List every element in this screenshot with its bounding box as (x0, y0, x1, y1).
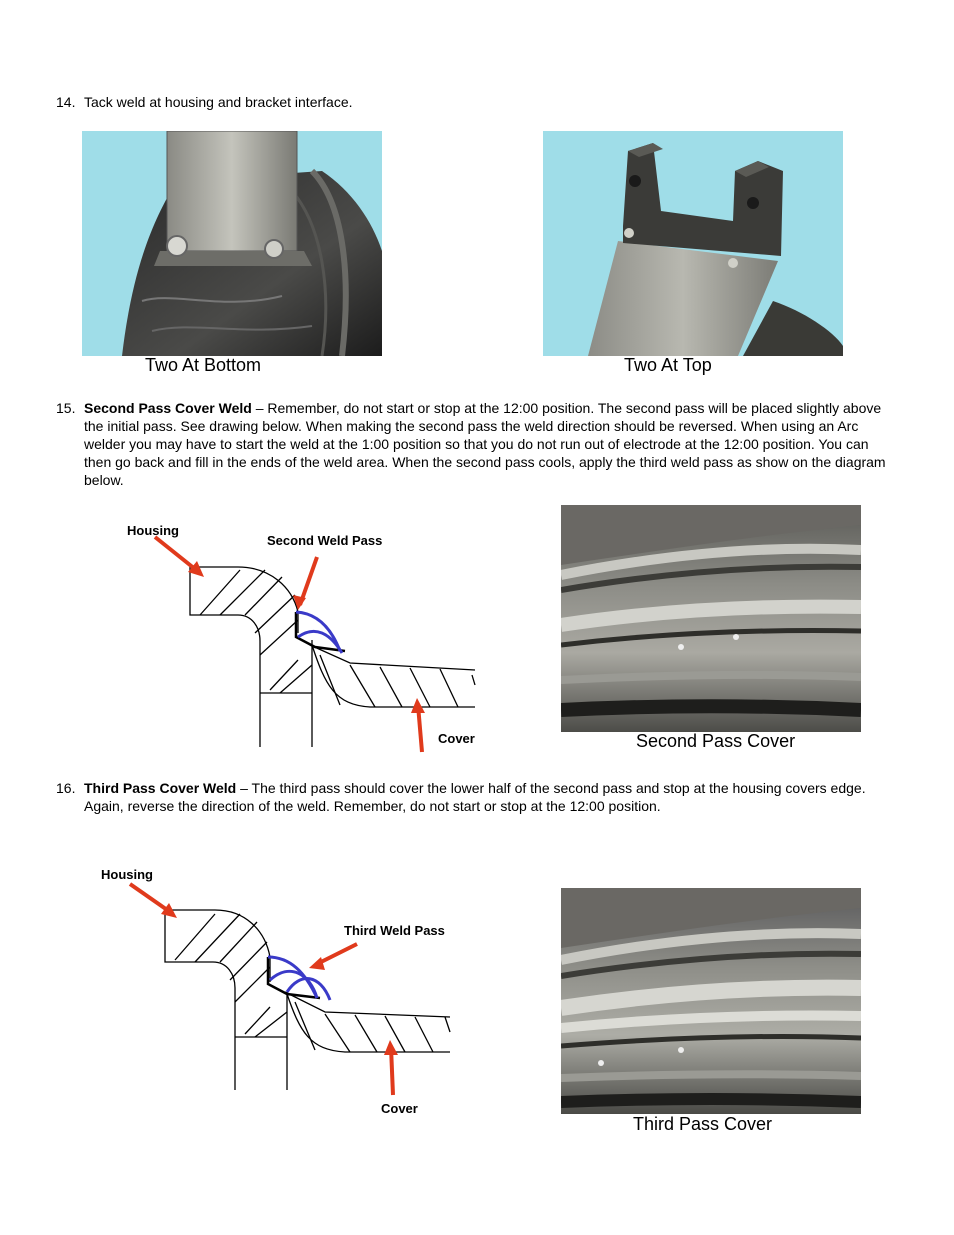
photo-second-pass-cover (561, 505, 861, 732)
step-16 (56, 779, 916, 815)
second-weld-pass-label: Second Weld Pass (267, 533, 383, 548)
photo-third-pass-cover (561, 888, 861, 1114)
step-text: Tack weld at housing and bracket interface. (84, 94, 353, 110)
caption-second-pass-cover: Second Pass Cover (636, 731, 796, 751)
step-title: Second Pass Cover Weld (84, 400, 252, 416)
caption-two-at-bottom: Two At Bottom (145, 355, 262, 375)
caption-third-pass-cover: Third Pass Cover (633, 1114, 773, 1134)
step-14 (56, 93, 916, 111)
photo-tack-welds-top (543, 131, 843, 356)
diagram-second-weld-pass (120, 515, 490, 755)
cover-label: Cover (438, 731, 475, 746)
step-text: – The third pass should cover the lower half of the second pass and stop at the housing covers edge. Again, reverse the direction of the weld. Remember, do not start or stop at the 12:00 position. (84, 780, 866, 814)
diagram-third-weld-pass (95, 862, 465, 1122)
step-text: – Remember, do not start or stop at the 12:00 position. The second pass will be placed slightly above the initial pass. See drawing below. When making the second pass the weld direction should be reversed. When using an Arc welder you may have to start the weld at the 1:00 position so that you do not run out of electrode at the 12:00 position. You can then go back and fill in the ends of the weld area. When the second pass cools, apply the third weld pass as show on the diagram below. (84, 400, 886, 488)
third-weld-pass-label: Third Weld Pass (344, 923, 445, 938)
cover-label: Cover (381, 1101, 418, 1116)
step-paragraph (84, 399, 896, 489)
step-paragraph (84, 779, 896, 815)
step-number: 16. (56, 780, 76, 796)
step-15 (56, 399, 916, 489)
step-title: Third Pass Cover Weld (84, 780, 237, 796)
photo-tack-welds-bottom (82, 131, 382, 356)
housing-label: Housing (127, 523, 179, 538)
step-number: 15. (56, 400, 76, 416)
caption-two-at-top: Two At Top (624, 355, 712, 375)
housing-label: Housing (101, 867, 153, 882)
step-number: 14. (56, 94, 76, 110)
